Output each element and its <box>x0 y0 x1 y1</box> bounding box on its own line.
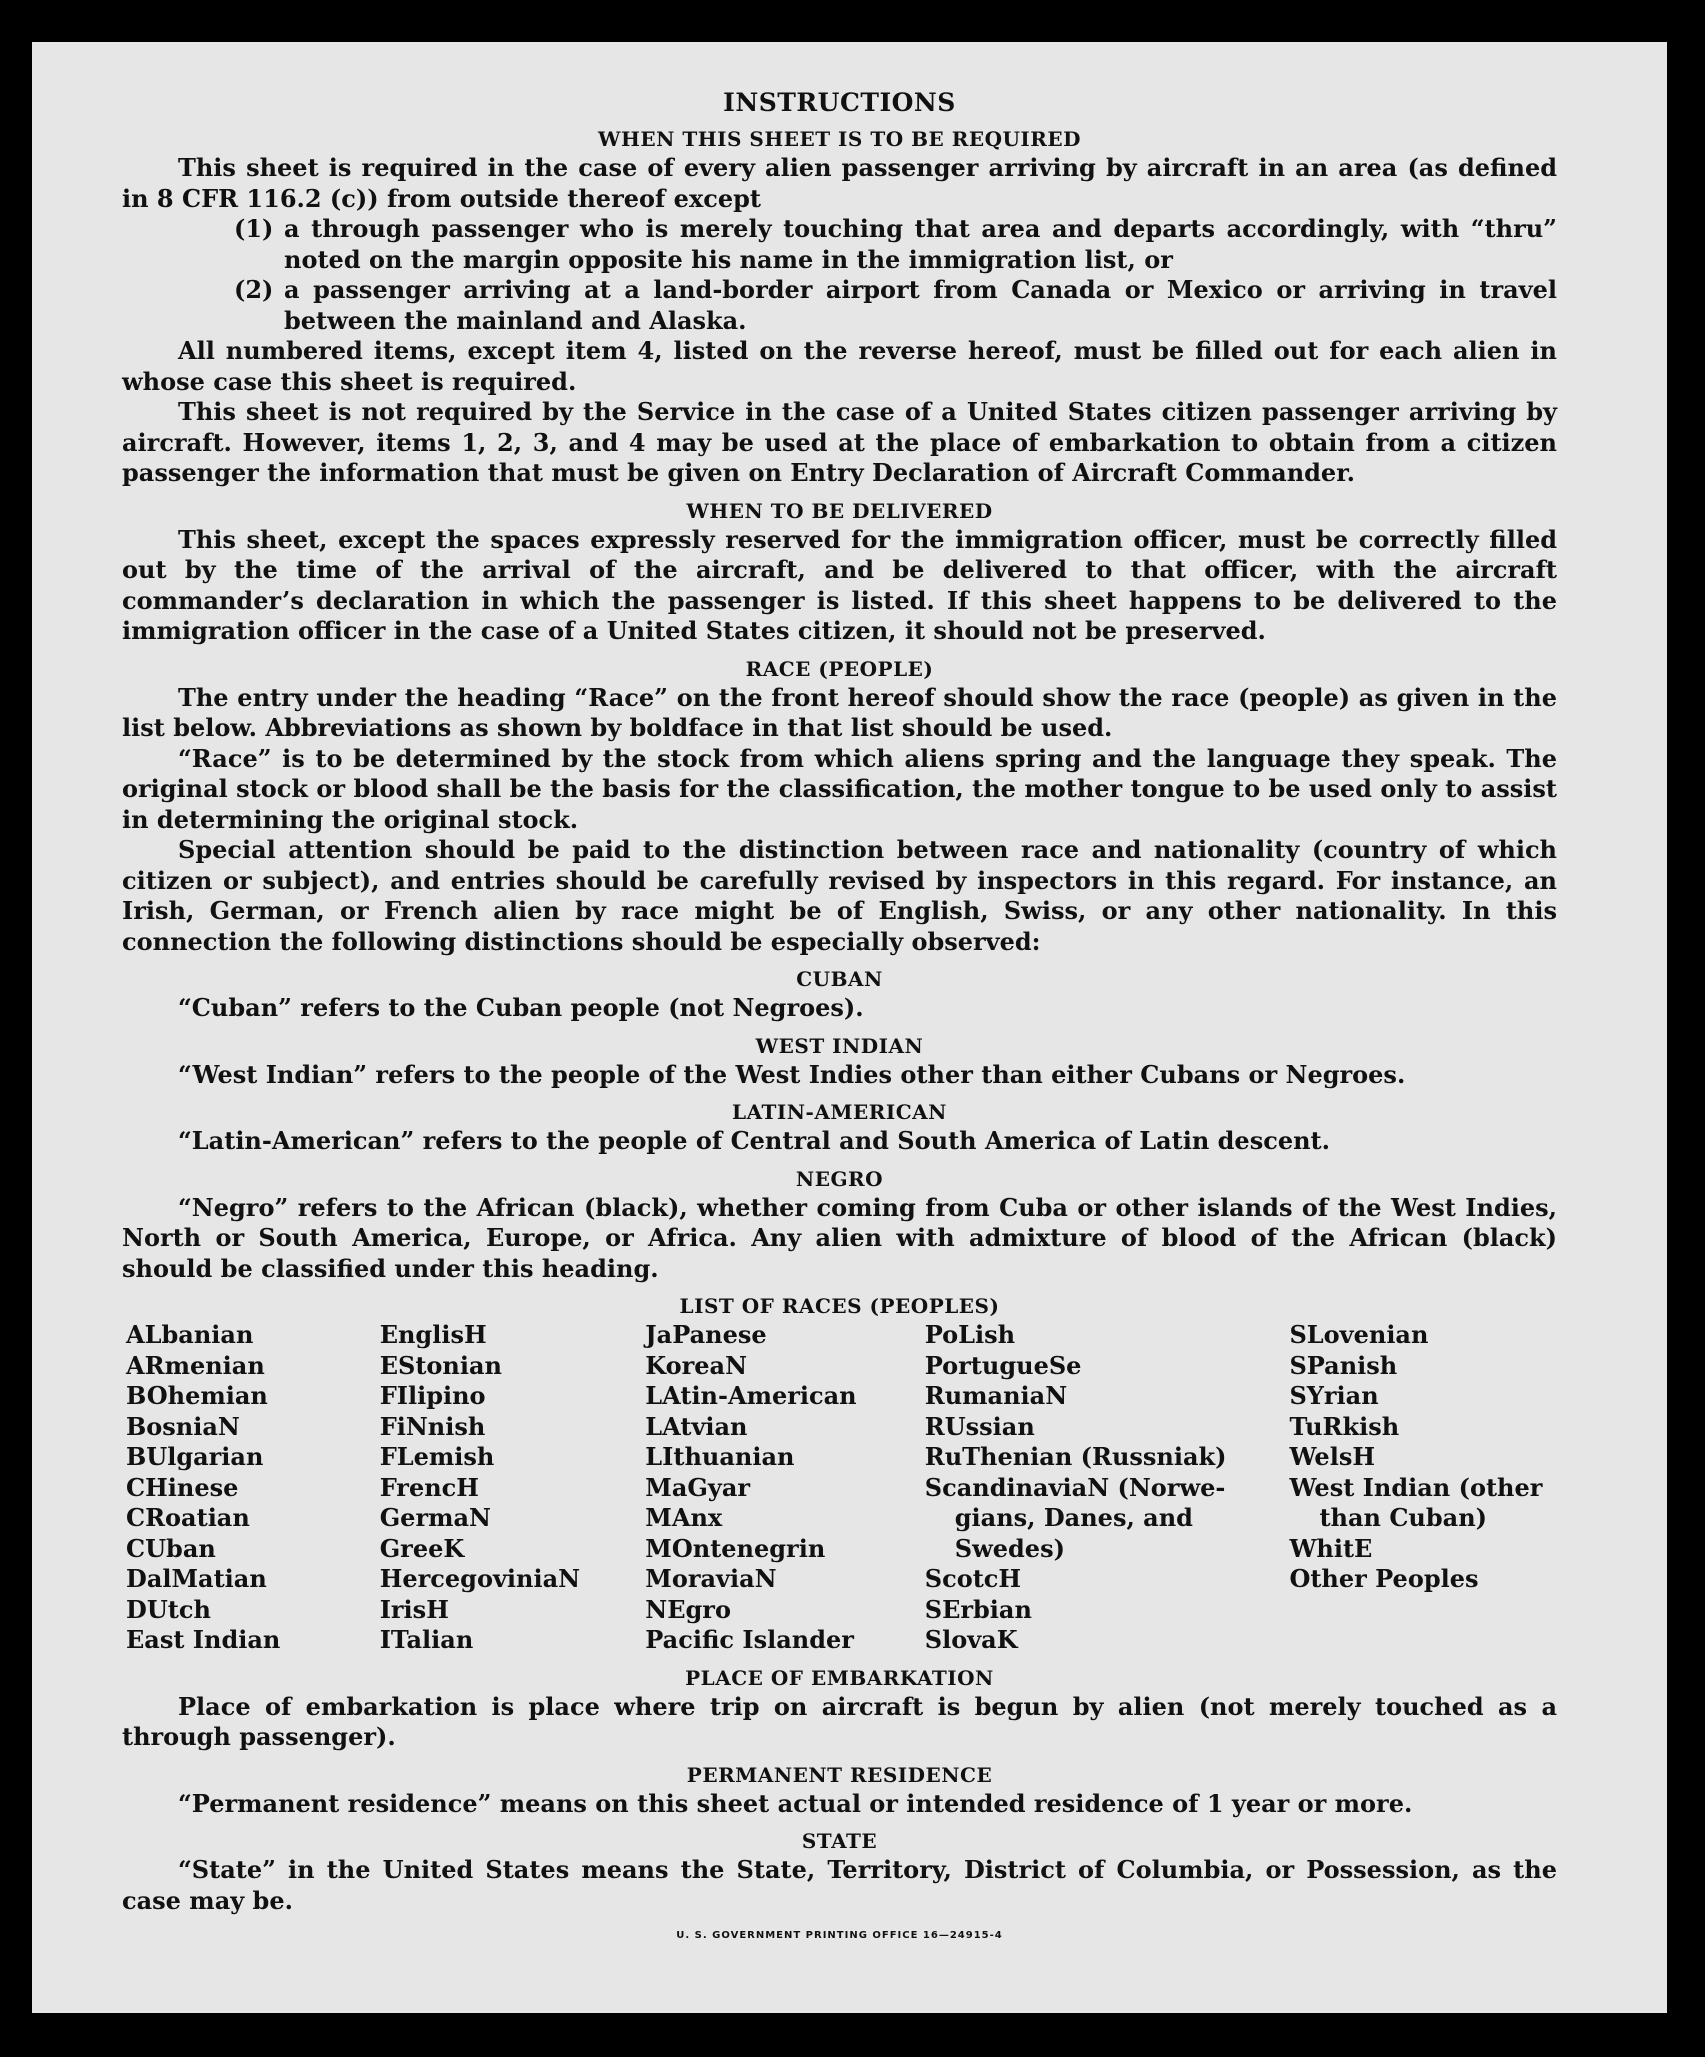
race-entry: CRoatian <box>126 1503 250 1532</box>
race-entry: SPanish <box>1289 1350 1398 1380</box>
race-entry: SYrian <box>1289 1381 1379 1410</box>
item-text: a through passenger who is merely touching that area and departs accordingly, with “thru” noted on the margin opposite his name in the immigration list, or <box>284 214 1557 274</box>
races-column <box>380 1320 646 1656</box>
paragraph: All numbered items, except item 4, listed on the reverse hereof, must be filled out for each alien in whose case this sheet is required. <box>122 336 1557 396</box>
heading-cuban: CUBAN <box>796 967 883 991</box>
race-entry: BUlgarian <box>126 1442 264 1471</box>
list-item <box>234 214 1557 275</box>
race-entry: SErbian <box>924 1594 1032 1624</box>
race-entry: TuRkish <box>1289 1411 1400 1441</box>
race-entry: RuThenian (Russniak) <box>924 1442 1227 1471</box>
heading-state: STATE <box>801 1829 878 1853</box>
race-entry: East Indian <box>126 1625 281 1654</box>
paragraph: Place of embarkation is place where trip on aircraft is begun by alien (not merely touched as a through passenger). <box>122 1691 1557 1751</box>
race-entry: WhitE <box>1289 1533 1373 1563</box>
heading-west-indian: WEST INDIAN <box>755 1033 924 1058</box>
paragraph: “State” in the United States means the State, Territory, District of Columbia, or Possession, as the case may be. <box>122 1855 1557 1915</box>
race-entry: MAnx <box>645 1503 723 1532</box>
race-entry: LAtvian <box>645 1411 748 1441</box>
races-column <box>645 1320 924 1656</box>
heading-race: RACE (PEOPLE) <box>745 656 934 681</box>
race-entry: FiNnish <box>379 1411 486 1441</box>
race-entry: SlovaK <box>924 1625 1018 1654</box>
race-entry: DalMatian <box>126 1564 267 1593</box>
race-entry: Other Peoples <box>1289 1564 1479 1593</box>
race-entry: Swedes) <box>954 1533 1065 1563</box>
heading-embarkation: PLACE OF EMBARKATION <box>685 1665 994 1690</box>
race-entry: MoraviaN <box>645 1564 777 1593</box>
race-entry: DUtch <box>126 1594 211 1624</box>
race-entry: GermaN <box>379 1503 491 1532</box>
race-entry: RUssian <box>924 1411 1035 1441</box>
page-title: INSTRUCTIONS <box>723 88 956 117</box>
race-entry: ARmenian <box>126 1350 265 1380</box>
exception-list <box>122 214 1557 336</box>
race-entry: KoreaN <box>645 1350 748 1380</box>
race-entry: MaGyar <box>645 1472 751 1502</box>
race-entry: BOhemian <box>126 1381 268 1410</box>
paragraph: “Latin-American” refers to the people of Central and South America of Latin descent. <box>178 1126 1330 1155</box>
race-entry: ITalian <box>379 1625 474 1654</box>
race-entry: FrencH <box>379 1472 479 1502</box>
race-entry: CHinese <box>126 1472 239 1502</box>
paragraph: Special attention should be paid to the distinction between race and nationality (country of which citizen or subject), and entries should be carefully revised by inspectors in this regard. For instance, an Irish, German, or French alien by race might be of English, Swiss, or any other nationality. In this connection the following distinctions should be especially observed: <box>122 835 1557 956</box>
paragraph: “Race” is to be determined by the stock from which aliens spring and the language they speak. The original stock or blood shall be the basis for the classification, the mother tongue to be used only to assist in determining the original stock. <box>122 743 1557 834</box>
race-entry: ScotcH <box>924 1564 1022 1593</box>
item-text: a passenger arriving at a land-border airport from Canada or Mexico or arriving in travel between the mainland and Alaska. <box>284 275 1557 335</box>
race-entry: WelsH <box>1289 1442 1376 1471</box>
paragraph: This sheet, except the spaces expressly reserved for the immigration officer, must be correctly filled out by the time of the arrival of the aircraft, and be delivered to that officer, with the aircraft commander’s declaration in which the passenger is listed. If this sheet happens to be delivered to the immigration officer in the case of a United States citizen, it should not be preserved. <box>122 524 1557 645</box>
races-column <box>925 1320 1290 1656</box>
race-entry: BosniaN <box>126 1411 240 1441</box>
heading-latin-american: LATIN-AMERICAN <box>732 1100 947 1124</box>
race-entry: CUban <box>126 1533 216 1563</box>
race-entry: GreeK <box>379 1533 465 1563</box>
heading-permanent-residence: PERMANENT RESIDENCE <box>686 1762 993 1787</box>
heading-list-of-races: LIST OF RACES (PEOPLES) <box>679 1294 1000 1318</box>
race-entry: RumaniaN <box>924 1381 1068 1410</box>
race-entry: gians, Danes, and <box>954 1503 1193 1532</box>
paragraph: This sheet is required in the case of every alien passenger arriving by aircraft in an area (as defined in 8 CFR 116.2 (c)) from outside thereof except <box>122 153 1557 213</box>
paragraph: “Permanent residence” means on this sheet actual or intended residence of 1 year or more. <box>178 1788 1413 1818</box>
item-number: (1) <box>234 214 274 243</box>
race-entry: ALbanian <box>126 1320 254 1349</box>
heading-when-delivered: WHEN TO BE DELIVERED <box>686 498 993 523</box>
races-column <box>122 1320 380 1656</box>
race-entry: West Indian (other <box>1289 1472 1543 1502</box>
race-entry: EStonian <box>379 1350 502 1380</box>
item-number: (2) <box>234 275 274 304</box>
race-entry: HercegoviniaN <box>379 1564 581 1593</box>
paragraph: “Negro” refers to the African (black), whether coming from Cuba or other islands of the West Indies, North or South America, Europe, or Africa. Any alien with admixture of blood of the African (black) should be classified under this heading. <box>122 1192 1557 1283</box>
race-entry: Pacific Islander <box>645 1625 854 1654</box>
race-entry: SLovenian <box>1289 1320 1429 1349</box>
paragraph: “West Indian” refers to the people of the West Indies other than either Cubans or Negroes. <box>178 1059 1406 1089</box>
race-entry: than Cuban) <box>1319 1503 1488 1532</box>
document-page <box>32 42 1667 2013</box>
race-entry: PoLish <box>924 1320 1016 1349</box>
race-entry: LAtin-American <box>645 1381 857 1410</box>
races-column <box>1289 1320 1557 1656</box>
races-list <box>122 1320 1557 1656</box>
race-entry: FIlipino <box>379 1381 486 1410</box>
race-entry: JaPanese <box>645 1320 767 1349</box>
race-entry: PortugueSe <box>924 1350 1082 1380</box>
printer-imprint: U. S. GOVERNMENT PRINTING OFFICE 16—24915-4 <box>676 1930 1003 1941</box>
race-entry: IrisH <box>379 1594 449 1624</box>
paragraph: “Cuban” refers to the Cuban people (not Negroes). <box>178 993 864 1022</box>
race-entry: LIthuanian <box>645 1442 795 1471</box>
race-entry: ScandinaviaN (Norwe- <box>924 1472 1226 1502</box>
list-item <box>234 275 1557 336</box>
race-entry: NEgro <box>645 1594 731 1624</box>
race-entry: EnglisH <box>379 1320 487 1349</box>
paragraph: This sheet is not required by the Service in the case of a United States citizen passenger arriving by aircraft. However, items 1, 2, 3, and 4 may be used at the place of embarkation to obtain from a citizen passenger the information that must be given on Entry Declaration of Aircraft Commander. <box>122 397 1557 487</box>
paragraph: The entry under the heading “Race” on the front hereof should show the race (people) as given in the list below. Abbreviations as shown by boldface in that list should be used. <box>122 682 1557 742</box>
heading-negro: NEGRO <box>795 1166 884 1191</box>
race-entry: FLemish <box>379 1442 495 1471</box>
race-entry: MOntenegrin <box>645 1533 826 1563</box>
heading-when-required: WHEN THIS SHEET IS TO BE REQUIRED <box>598 127 1081 151</box>
